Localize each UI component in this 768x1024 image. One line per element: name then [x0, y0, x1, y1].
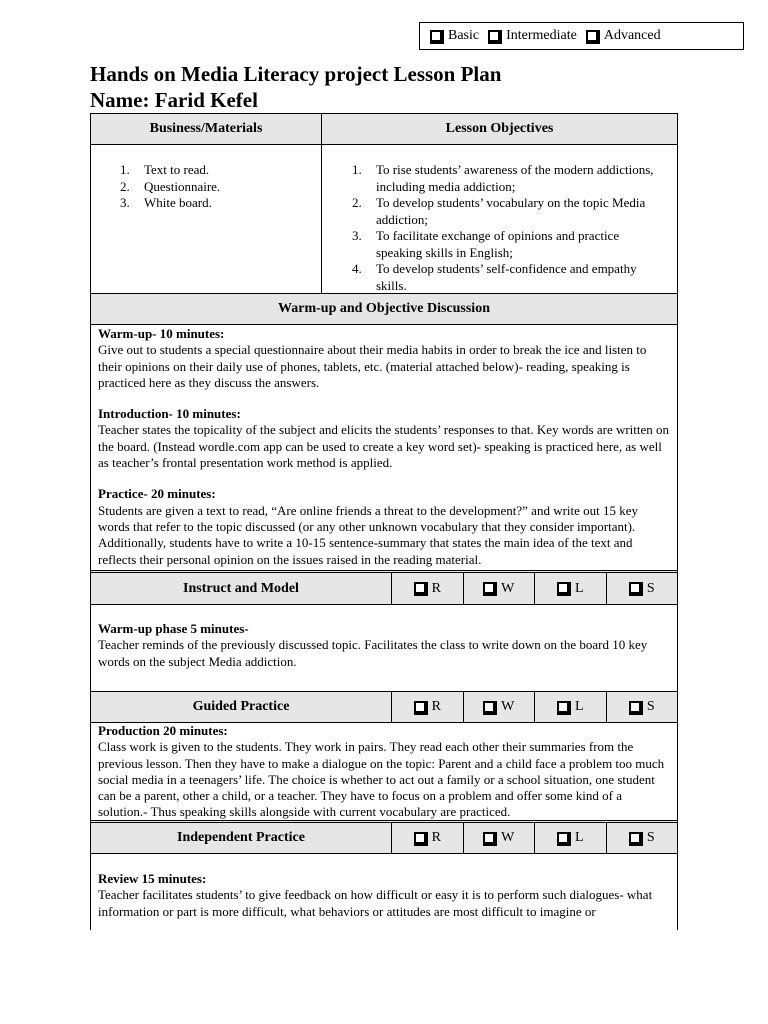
level-selector — [419, 22, 744, 50]
level-advanced[interactable]: Advanced — [586, 28, 661, 44]
independent-header-row — [91, 820, 677, 853]
skill-speaking[interactable]: S — [606, 692, 678, 722]
skill-writing[interactable]: W — [463, 823, 535, 853]
skill-writing[interactable]: W — [463, 573, 535, 604]
skill-reading[interactable]: R — [391, 823, 463, 853]
warmup-section-body — [91, 324, 677, 570]
list-item: 2. To develop students’ vocabulary on the topic Media addiction; — [352, 195, 646, 227]
materials-cell — [91, 145, 322, 293]
skill-checkboxes — [391, 692, 677, 722]
checkbox-icon[interactable] — [557, 701, 569, 713]
skill-listening[interactable]: L — [534, 692, 606, 722]
list-item: 1. To rise students’ awareness of the modern addictions, including media addiction; — [352, 162, 654, 194]
warmup-section-header: Warm-up and Objective Discussion — [91, 293, 677, 324]
checkbox-icon[interactable] — [629, 701, 641, 713]
skill-reading[interactable]: R — [391, 573, 463, 604]
independent-header: Independent Practice — [177, 830, 305, 845]
list-item: 2. Questionnaire. — [120, 178, 221, 194]
guided-header-row — [91, 691, 677, 722]
checkbox-icon[interactable] — [483, 832, 495, 844]
warmup-block: Warm-up- 10 minutes: Give out to students a special questionnaire about their media habits in order to break the ice and listen to their opinions on their daily use of phones, tablets, etc. (material attached below)- reading, speaking is practiced here as they discuss the answers. — [98, 326, 647, 390]
skill-listening[interactable]: L — [534, 823, 606, 853]
checkbox-icon[interactable] — [414, 832, 426, 844]
checkbox-icon[interactable] — [629, 582, 641, 594]
skill-speaking[interactable]: S — [606, 573, 678, 604]
skill-writing[interactable]: W — [463, 692, 535, 722]
checkbox-icon[interactable] — [629, 832, 641, 844]
objectives-cell — [322, 145, 677, 293]
checkbox-icon[interactable] — [414, 701, 426, 713]
guided-header: Guided Practice — [192, 699, 290, 714]
checkbox-icon[interactable] — [488, 30, 500, 42]
document-title: Hands on Media Literacy project Lesson Plan — [90, 62, 502, 86]
materials-objectives-row — [91, 144, 677, 293]
author-name: Name: Farid Kefel — [90, 88, 258, 112]
checkbox-icon[interactable] — [483, 582, 495, 594]
instruct-body: Warm-up phase 5 minutes- Teacher reminds of the previously discussed topic. Facilitates the class to write down on the board 10 key words on the subject Media addiction. — [91, 604, 677, 691]
instruct-header: Instruct and Model — [183, 580, 299, 596]
independent-body: Review 15 minutes: Teacher facilitates students’ to give feedback on how difficult or easy it is to perform such dialogues- what information or part is more difficult, what behaviors or attitudes are most difficult to imagine or — [91, 853, 677, 930]
skill-checkboxes — [391, 573, 677, 604]
checkbox-icon[interactable] — [414, 582, 426, 594]
table-header-row — [91, 114, 677, 144]
materials-list — [120, 162, 321, 212]
skill-checkboxes — [391, 823, 677, 853]
level-basic[interactable]: Basic — [430, 28, 479, 44]
objectives-header: Lesson Objectives — [445, 121, 554, 136]
level-intermediate[interactable]: Intermediate — [488, 28, 577, 44]
objectives-list — [352, 162, 665, 294]
introduction-block: Introduction- 10 minutes: Teacher states the topicality of the subject and elicits the students’ responses to that. Key words are written on the board. (Instead wordle.com app can be used to create a key word set)- speaking is practiced here, as well as teacher’s frontal presentation work method is applied. — [98, 406, 670, 471]
list-item: 1. Text to read. — [120, 162, 210, 177]
instruct-header-row — [91, 570, 677, 604]
practice-block: Practice- 20 minutes: Students are given a text to read, “Are online friends a threat to the development?” and write out 15 key words that refer to the topic discussed (or any other unknown vocabulary that they consider important). Additionally, students have to write a 10-15 sentence-summary that states the main idea of the text and reflects their personal opinion on the issues raised in the reading material. — [98, 486, 639, 567]
checkbox-icon[interactable] — [557, 832, 569, 844]
checkbox-icon[interactable] — [557, 582, 569, 594]
lesson-plan-table — [90, 113, 678, 930]
list-item: 3. White board. — [120, 195, 212, 210]
guided-body: Production 20 minutes: Class work is given to the students. They work in pairs. They read each other their summaries from the previous lesson. Then they have to make a dialogue on the topic: Parent and a child face a problem too much social media in a teenagers’ life. The choice is whether to act out a family or a school situation, one student can be a parent, other a child, or a teacher. They have to focus on a problem and offer some kind of a solution.- Thus speaking skills alongside with current vocabulary are practiced. — [91, 722, 677, 820]
skill-speaking[interactable]: S — [606, 823, 678, 853]
checkbox-icon[interactable] — [430, 30, 442, 42]
list-item: 3. To facilitate exchange of opinions and practice speaking skills in English; — [352, 228, 620, 260]
skill-reading[interactable]: R — [391, 692, 463, 722]
skill-listening[interactable]: L — [534, 573, 606, 604]
list-item: 4. To develop students’ self-confidence and empathy skills. — [352, 261, 637, 293]
checkbox-icon[interactable] — [586, 30, 598, 42]
materials-header: Business/Materials — [91, 114, 322, 144]
checkbox-icon[interactable] — [483, 701, 495, 713]
